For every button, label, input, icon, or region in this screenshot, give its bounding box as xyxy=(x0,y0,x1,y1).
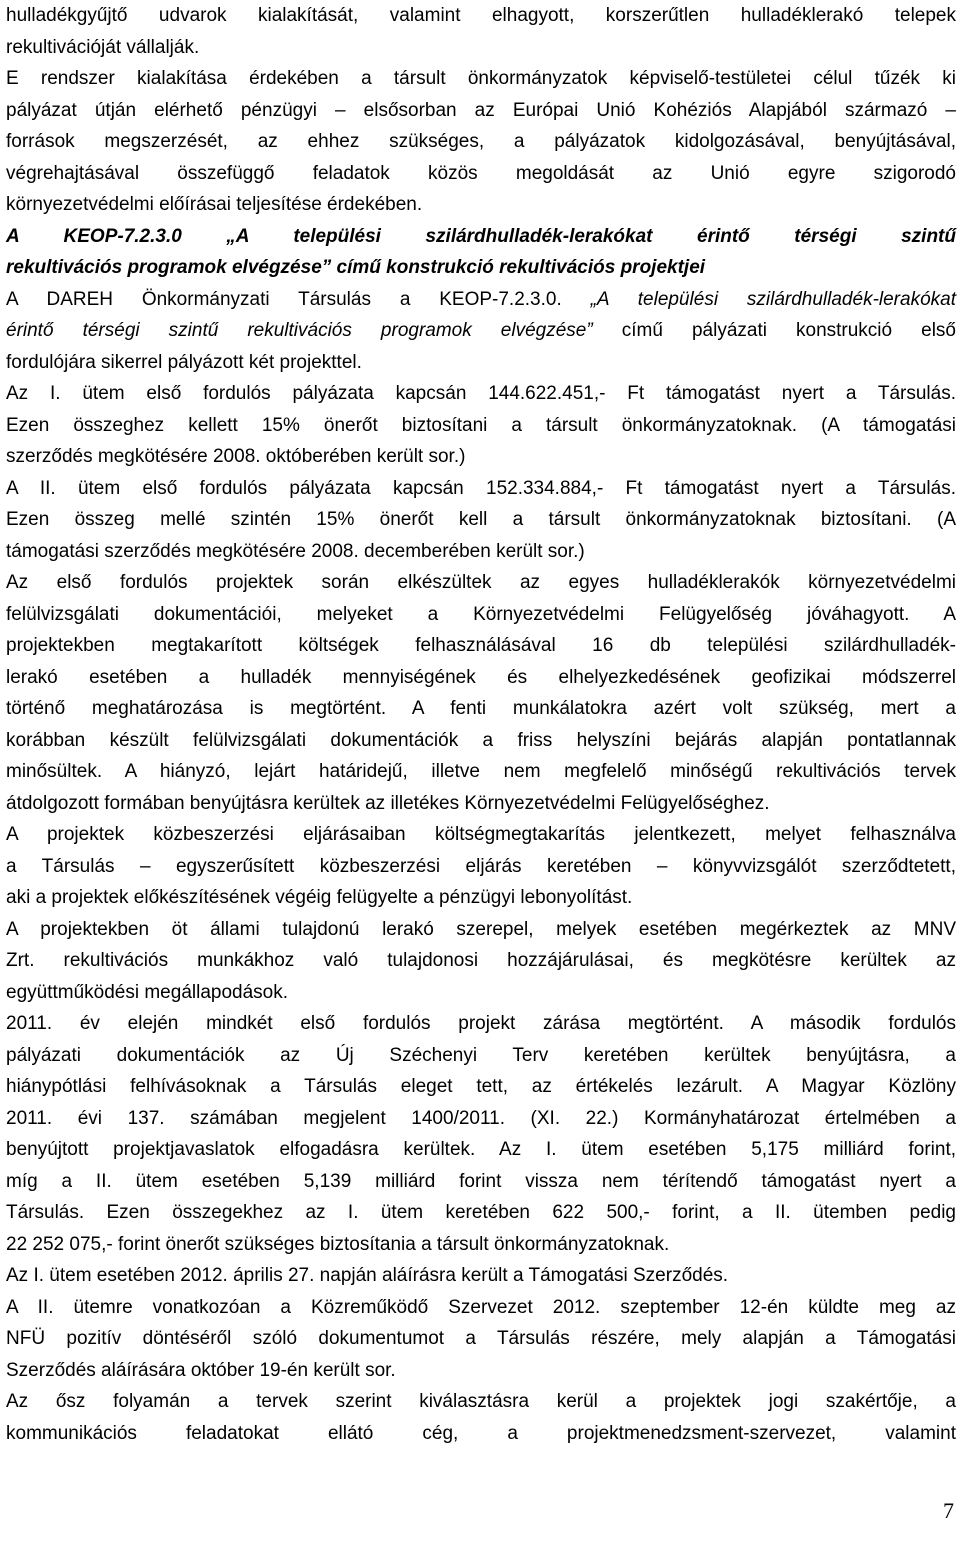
paragraph-state-landfills xyxy=(6,914,956,1009)
text-line: pályázati dokumentációk az Új Széchenyi Terv keretében kerültek benyújtásra, a xyxy=(6,1044,956,1066)
text-line: A projektekben öt állami tulajdonú lerakó szerepel, melyek esetében megérkeztek az MNV xyxy=(6,918,956,940)
text-line: együttműködési megállapodások. xyxy=(6,981,289,1003)
paragraph-2011 xyxy=(6,1008,956,1260)
text-line: támogatási szerződés megkötésére 2008. decemberében került sor.) xyxy=(6,540,585,562)
text-line: hiánypótlási felhívásoknak a Társulás eleget tett, az értékelés lezárult. A Magyar Közlöny xyxy=(6,1076,956,1097)
text-line: A II. ütemre vonatkozóan a Közreműködő Szervezet 2012. szeptember 12-én küldte meg az xyxy=(6,1296,956,1318)
text-line: Az I. ütem első fordulós pályázata kapcsán 144.622.451,- Ft támogatást nyert a Társulás. xyxy=(6,383,956,404)
text-line: szerződés megkötésére 2008. októberében került sor.) xyxy=(6,446,466,467)
text-line: E rendszer kialakítása érdekében a társult önkormányzatok képviselő-testületei célul tűzék ki xyxy=(6,68,956,89)
paragraph-documentation xyxy=(6,567,956,819)
text-line: Ezen összeg mellé szintén 15% önerőt kell a társult önkormányzatoknak biztosítani. (A xyxy=(6,509,956,530)
text-line: rekultivációját vállalják. xyxy=(6,36,200,58)
paragraph-intro xyxy=(6,0,956,63)
text-line: 2011. évi 137. számában megjelent 1400/2011. (XI. 22.) Kormányhatározat értelmében a xyxy=(6,1107,956,1129)
text-line: NFÜ pozitív döntéséről szóló dokumentumot a Társulás részére, mely alapján a Támogatási xyxy=(6,1328,956,1349)
paragraph-autumn xyxy=(6,1386,956,1449)
text-line: történő meghatározása is megtörtént. A fenti munkálatokra azért volt szükség, mert a xyxy=(6,698,956,719)
text-line: A II. ütem első fordulós pályázata kapcsán 152.334.884,- Ft támogatást nyert a Társulás. xyxy=(6,477,956,499)
heading-line: A KEOP-7.2.3.0 „A települési szilárdhulladék-lerakókat érintő térségi szintű xyxy=(6,225,956,247)
text-line: Az I. ütem esetében 2012. április 27. napján aláírásra került a Támogatási Szerződés. xyxy=(6,1265,729,1286)
text-line: átdolgozott formában benyújtásra kerültek az illetékes Környezetvédelmi Felügyelőséghez. xyxy=(6,792,770,814)
text-line: hulladékgyűjtő udvarok kialakítását, valamint elhagyott, korszerűtlen hulladéklerakó telepek xyxy=(6,5,956,26)
text-line xyxy=(6,315,956,347)
text-line: pályázat útján elérhető pénzügyi – elsősorban az Európai Unió Kohéziós Alapjából származó – xyxy=(6,99,956,121)
text-line: környezetvédelmi előírásai teljesítése érdekében. xyxy=(6,194,423,215)
paragraph-contract-1 xyxy=(6,1260,956,1292)
text-line: minősültek. A hiányzó, lejárt határidejű, illetve nem megfelelő minőségű rekultivációs tervek xyxy=(6,761,956,782)
text-line: aki a projektek előkészítésének végéig felügyelte a pénzügyi lebonyolítást. xyxy=(6,887,633,908)
text-run: A DAREH Önkormányzati Társulás a KEOP-7.2.3.0. xyxy=(6,288,591,310)
paragraph-dareh xyxy=(6,284,956,379)
text-line: kommunikációs feladatokat ellátó cég, a projektmenedzsment-szervezet, valamint xyxy=(6,1422,956,1444)
paragraph-procurement xyxy=(6,819,956,914)
italic-title: érintő térségi szintű rekultivációs programok elvégzése” xyxy=(6,320,593,341)
text-line: projektekben megtakarított költségek felhasználásával 16 db települési szilárdhulladék- xyxy=(6,635,956,656)
document-page xyxy=(6,0,956,1449)
page-number: 7 xyxy=(943,1498,954,1523)
paragraph-phase-2 xyxy=(6,473,956,568)
paragraph-phase-1 xyxy=(6,378,956,473)
italic-title: „A települési szilárdhulladék-lerakókat xyxy=(590,288,956,310)
text-line: felülvizsgálati dokumentációi, melyeket a Környezetvédelmi Felügyelőség jóváhagyott. A xyxy=(6,603,956,625)
text-line: végrehajtásával összefüggő feladatok közös megoldását az Unió egyre szigorodó xyxy=(6,162,956,184)
text-line xyxy=(6,284,956,316)
paragraph-system xyxy=(6,63,956,221)
text-line: források megszerzését, az ehhez szükséges, a pályázatok kidolgozásával, benyújtásával, xyxy=(6,131,956,152)
text-line: 22 252 075,- forint önerőt szükséges biztosítania a társult önkormányzatoknak. xyxy=(6,1233,670,1255)
text-line: fordulójára sikerrel pályázott két projekttel. xyxy=(6,351,362,373)
text-line: lerakó esetében a hulladék mennyiségének és elhelyezkedésének geofizikai módszerrel xyxy=(6,666,956,688)
text-line: Zrt. rekultivációs munkákhoz való tulajdonosi hozzájárulásai, és megkötésre kerültek az xyxy=(6,950,956,971)
text-line: 2011. év elején mindkét első fordulós projekt zárása megtörtént. A második fordulós xyxy=(6,1013,956,1034)
text-line: a Társulás – egyszerűsített közbeszerzési eljárás keretében – könyvvizsgálót szerződtetett, xyxy=(6,855,956,877)
text-line: Ezen összeghez kellett 15% önerőt biztosítani a társult önkormányzatoknak. (A támogatási xyxy=(6,414,956,436)
text-line: Az első fordulós projektek során elkészültek az egyes hulladéklerakók környezetvédelmi xyxy=(6,572,956,593)
text-line: Az ősz folyamán a tervek szerint kiválasztásra kerül a projektek jogi szakértője, a xyxy=(6,1391,956,1412)
text-line: korábban készült felülvizsgálati dokumentációk a friss helyszíni bejárás alapján pontatlannak xyxy=(6,729,956,751)
text-run: című pályázati konstrukció első xyxy=(592,320,956,341)
text-line: Szerződés aláírására október 19-én került sor. xyxy=(6,1359,396,1381)
heading-line: rekultivációs programok elvégzése” című konstrukció rekultivációs projektjei xyxy=(6,257,706,278)
section-heading xyxy=(6,221,956,284)
text-line: míg a II. ütem esetében 5,139 milliárd forint vissza nem térítendő támogatást nyert a xyxy=(6,1170,956,1192)
text-line: A projektek közbeszerzési eljárásaiban költségmegtakarítás jelentkezett, melyet felhasználva xyxy=(6,824,956,845)
text-line: Társulás. Ezen összegekhez az I. ütem keretében 622 500,- forint, a II. ütemben pedig xyxy=(6,1202,956,1223)
text-line: benyújtott projektjavaslatok elfogadásra kerültek. Az I. ütem esetében 5,175 milliárd forint, xyxy=(6,1139,956,1160)
paragraph-contract-2 xyxy=(6,1292,956,1387)
